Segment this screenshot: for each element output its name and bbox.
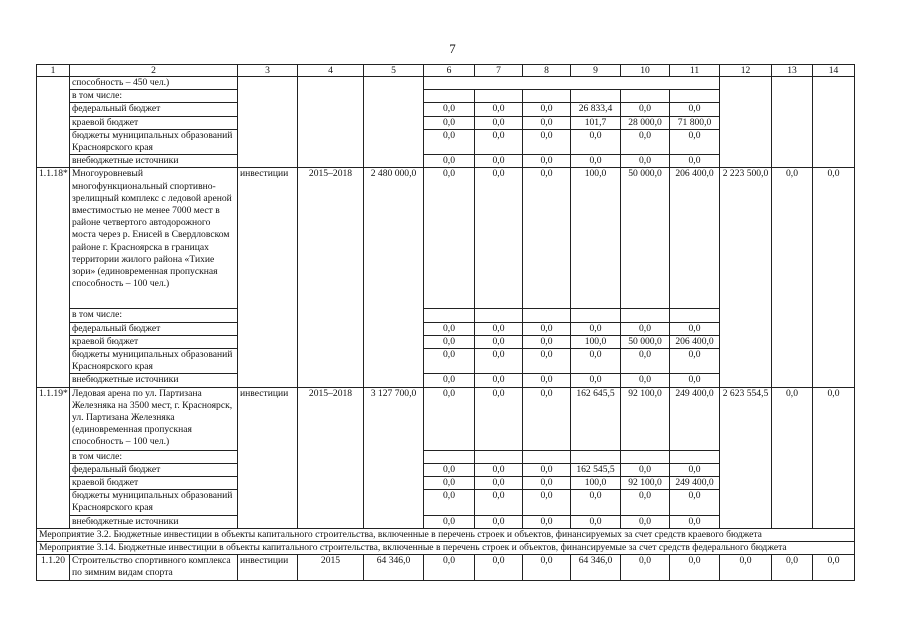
empty-cell bbox=[621, 450, 670, 463]
column-header: 1 bbox=[37, 65, 70, 77]
value-cell: 0,0 bbox=[475, 463, 523, 476]
value-cell: 0,0 bbox=[523, 116, 571, 129]
value-cell: 249 400,0 bbox=[670, 477, 720, 490]
item-period: 2015 bbox=[298, 555, 364, 580]
empty-cell bbox=[238, 77, 298, 90]
value-cell: 0,0 bbox=[523, 155, 571, 168]
value-cell: 0,0 bbox=[424, 103, 475, 116]
empty-cell bbox=[571, 77, 621, 90]
row-label: федеральный бюджет bbox=[70, 463, 238, 476]
empty-cell bbox=[298, 103, 364, 116]
empty-cell bbox=[238, 90, 298, 103]
empty-cell bbox=[424, 90, 475, 103]
empty-cell bbox=[523, 90, 571, 103]
value-cell: 0,0 bbox=[670, 374, 720, 387]
row-number-cell bbox=[37, 116, 70, 129]
value-cell: 0,0 bbox=[475, 490, 523, 515]
value-cell: 0,0 bbox=[475, 335, 523, 348]
empty-cell bbox=[813, 129, 855, 154]
table-row bbox=[37, 555, 855, 580]
value-cell: 0,0 bbox=[523, 490, 571, 515]
empty-cell bbox=[621, 90, 670, 103]
table-row bbox=[37, 155, 855, 168]
value-cell: 0,0 bbox=[670, 349, 720, 374]
empty-cell bbox=[424, 77, 475, 90]
row-label: бюджеты муниципальных образований Красноярского края bbox=[70, 349, 238, 374]
value-cell: 0,0 bbox=[424, 322, 475, 335]
empty-cell bbox=[298, 129, 364, 154]
empty-cell bbox=[424, 309, 475, 322]
value-cell: 0,0 bbox=[475, 349, 523, 374]
item-period: 2015–2018 bbox=[298, 387, 364, 528]
value-cell: 0,0 bbox=[571, 349, 621, 374]
value-cell: 0,0 bbox=[424, 387, 475, 450]
value-cell: 0,0 bbox=[621, 129, 670, 154]
measure-heading: Мероприятие 3.2. Бюджетные инвестиции в объекты капитального строительства, включенные в перечень строек и объектов, финансируемых за счет средств краевого бюджета bbox=[37, 528, 855, 541]
row-label: в том числе: bbox=[70, 450, 238, 463]
empty-cell bbox=[772, 116, 813, 129]
empty-cell bbox=[621, 309, 670, 322]
row-label: федеральный бюджет bbox=[70, 322, 238, 335]
value-cell: 0,0 bbox=[571, 490, 621, 515]
value-cell: 28 000,0 bbox=[621, 116, 670, 129]
empty-cell bbox=[772, 77, 813, 90]
value-cell: 0,0 bbox=[621, 349, 670, 374]
row-number-cell bbox=[37, 103, 70, 116]
value-cell: 0,0 bbox=[424, 335, 475, 348]
row-number-cell bbox=[37, 129, 70, 154]
table-row bbox=[37, 103, 855, 116]
value-cell: 0,0 bbox=[523, 515, 571, 528]
value-cell: 0,0 bbox=[621, 374, 670, 387]
column-header: 10 bbox=[621, 65, 670, 77]
value-cell: 0,0 bbox=[772, 555, 813, 580]
empty-cell bbox=[772, 90, 813, 103]
item-number: 1.1.18* bbox=[37, 168, 70, 387]
item-type: инвестиции bbox=[238, 555, 298, 580]
column-header: 5 bbox=[364, 65, 424, 77]
value-cell: 50 000,0 bbox=[621, 168, 670, 309]
empty-cell bbox=[475, 90, 523, 103]
column-header: 14 bbox=[813, 65, 855, 77]
value-cell: 206 400,0 bbox=[670, 168, 720, 309]
value-cell: 0,0 bbox=[424, 374, 475, 387]
value-cell: 26 833,4 bbox=[571, 103, 621, 116]
value-cell: 0,0 bbox=[621, 515, 670, 528]
value-cell: 0,0 bbox=[475, 387, 523, 450]
value-cell: 0,0 bbox=[813, 387, 855, 528]
value-cell: 0,0 bbox=[670, 515, 720, 528]
row-label: способность – 450 чел.) bbox=[70, 77, 238, 90]
empty-cell bbox=[571, 90, 621, 103]
table-row bbox=[37, 542, 855, 555]
budget-table bbox=[36, 64, 855, 581]
empty-cell bbox=[813, 103, 855, 116]
empty-cell bbox=[621, 77, 670, 90]
value-cell: 0,0 bbox=[670, 322, 720, 335]
value-cell: 0,0 bbox=[424, 515, 475, 528]
value-cell: 0,0 bbox=[475, 155, 523, 168]
empty-cell bbox=[238, 129, 298, 154]
value-cell: 0,0 bbox=[475, 555, 523, 580]
empty-cell bbox=[670, 77, 720, 90]
empty-cell bbox=[364, 90, 424, 103]
empty-cell bbox=[523, 77, 571, 90]
value-cell: 0,0 bbox=[813, 555, 855, 580]
value-cell: 0,0 bbox=[523, 477, 571, 490]
measure-heading: Мероприятие 3.14. Бюджетные инвестиции в объекты капитального строительства, включенные в перечень строек и объектов, финансируемые за счет средств федерального бюджета bbox=[37, 542, 855, 555]
value-cell: 0,0 bbox=[523, 103, 571, 116]
item-name: Строительство спортивного комплекса по зимним видам спорта bbox=[70, 555, 238, 580]
column-header: 2 bbox=[70, 65, 238, 77]
value-cell: 0,0 bbox=[475, 103, 523, 116]
item-number: 1.1.20 bbox=[37, 555, 70, 580]
value-cell: 92 100,0 bbox=[621, 387, 670, 450]
value-cell: 0,0 bbox=[424, 155, 475, 168]
table-row bbox=[37, 387, 855, 450]
value-cell: 0,0 bbox=[523, 335, 571, 348]
item-type: инвестиции bbox=[238, 387, 298, 528]
row-number-cell bbox=[37, 77, 70, 90]
value-cell: 0,0 bbox=[475, 129, 523, 154]
empty-cell bbox=[720, 103, 772, 116]
value-cell: 92 100,0 bbox=[621, 477, 670, 490]
value-cell: 0,0 bbox=[424, 477, 475, 490]
value-cell: 0,0 bbox=[475, 374, 523, 387]
value-cell: 206 400,0 bbox=[670, 335, 720, 348]
empty-cell bbox=[813, 116, 855, 129]
empty-cell bbox=[720, 77, 772, 90]
empty-cell bbox=[772, 103, 813, 116]
empty-cell bbox=[670, 450, 720, 463]
empty-cell bbox=[772, 155, 813, 168]
empty-cell bbox=[571, 309, 621, 322]
value-cell: 0,0 bbox=[621, 155, 670, 168]
value-cell: 0,0 bbox=[424, 463, 475, 476]
value-cell: 0,0 bbox=[720, 555, 772, 580]
empty-cell bbox=[720, 90, 772, 103]
value-cell: 0,0 bbox=[424, 116, 475, 129]
table-row bbox=[37, 90, 855, 103]
value-cell: 0,0 bbox=[475, 322, 523, 335]
value-cell: 100,0 bbox=[571, 335, 621, 348]
value-cell: 0,0 bbox=[621, 555, 670, 580]
row-label: в том числе: bbox=[70, 309, 238, 322]
empty-cell bbox=[298, 116, 364, 129]
value-cell: 0,0 bbox=[670, 129, 720, 154]
item-period: 2015–2018 bbox=[298, 168, 364, 387]
empty-cell bbox=[298, 77, 364, 90]
value-cell: 0,0 bbox=[571, 374, 621, 387]
value-cell: 0,0 bbox=[571, 155, 621, 168]
value-cell: 0,0 bbox=[670, 155, 720, 168]
value-cell: 0,0 bbox=[670, 490, 720, 515]
value-cell: 71 800,0 bbox=[670, 116, 720, 129]
value-cell: 162 645,5 bbox=[571, 387, 621, 450]
value-cell: 0,0 bbox=[772, 168, 813, 387]
value-cell: 0,0 bbox=[571, 322, 621, 335]
value-cell: 0,0 bbox=[523, 129, 571, 154]
value-cell: 0,0 bbox=[424, 168, 475, 309]
item-type: инвестиции bbox=[238, 168, 298, 387]
value-cell: 0,0 bbox=[475, 168, 523, 309]
item-name: Многоуровневый многофункциональный спортивно-зрелищный комплекс с ледовой ареной вместимостью не менее 7000 мест в районе четвертого автодорожного моста через р. Енисей в Свердловском районе г. Красноярска в границах территории жилого района «Тихие зори» (единовременная пропускная способность – 100 чел.) bbox=[70, 168, 238, 309]
value-cell: 0,0 bbox=[670, 555, 720, 580]
empty-cell bbox=[571, 450, 621, 463]
value-cell: 0,0 bbox=[475, 477, 523, 490]
value-cell: 0,0 bbox=[523, 349, 571, 374]
table-row bbox=[37, 116, 855, 129]
item-number: 1.1.19* bbox=[37, 387, 70, 528]
value-cell: 0,0 bbox=[621, 103, 670, 116]
empty-cell bbox=[813, 77, 855, 90]
empty-cell bbox=[238, 103, 298, 116]
empty-cell bbox=[475, 309, 523, 322]
empty-cell bbox=[364, 129, 424, 154]
value-cell: 0,0 bbox=[621, 490, 670, 515]
column-header: 9 bbox=[571, 65, 621, 77]
value-cell: 162 545,5 bbox=[571, 463, 621, 476]
empty-cell bbox=[238, 155, 298, 168]
empty-cell bbox=[813, 155, 855, 168]
value-cell: 0,0 bbox=[772, 387, 813, 528]
table-row bbox=[37, 528, 855, 541]
row-label: краевой бюджет bbox=[70, 116, 238, 129]
column-header: 7 bbox=[475, 65, 523, 77]
column-header: 13 bbox=[772, 65, 813, 77]
value-cell: 0,0 bbox=[621, 322, 670, 335]
value-cell: 101,7 bbox=[571, 116, 621, 129]
item-name: Ледовая арена по ул. Партизана Железняка на 3500 мест, г. Красноярск, ул. Партизана Железняка (единовременная пропускная способность – 100 чел.) bbox=[70, 387, 238, 450]
empty-cell bbox=[720, 116, 772, 129]
value-cell: 64 346,0 bbox=[571, 555, 621, 580]
value-cell: 0,0 bbox=[523, 322, 571, 335]
column-header: 6 bbox=[424, 65, 475, 77]
value-cell: 50 000,0 bbox=[621, 335, 670, 348]
row-number-cell bbox=[37, 155, 70, 168]
table-row bbox=[37, 129, 855, 154]
value-cell: 0,0 bbox=[424, 129, 475, 154]
empty-cell bbox=[720, 129, 772, 154]
value-cell: 0,0 bbox=[424, 555, 475, 580]
row-label: краевой бюджет bbox=[70, 335, 238, 348]
column-header: 4 bbox=[298, 65, 364, 77]
row-label: бюджеты муниципальных образований Красноярского края bbox=[70, 129, 238, 154]
value-cell: 0,0 bbox=[621, 463, 670, 476]
row-label: федеральный бюджет bbox=[70, 103, 238, 116]
empty-cell bbox=[475, 77, 523, 90]
value-cell: 0,0 bbox=[670, 463, 720, 476]
table-row bbox=[37, 77, 855, 90]
header-row bbox=[37, 65, 855, 77]
row-label: внебюджетные источники bbox=[70, 155, 238, 168]
value-cell: 0,0 bbox=[813, 168, 855, 387]
value-cell: 0,0 bbox=[475, 116, 523, 129]
value-cell: 0,0 bbox=[475, 515, 523, 528]
value-cell: 100,0 bbox=[571, 168, 621, 309]
item-total: 2 480 000,0 bbox=[364, 168, 424, 387]
row-number-cell bbox=[37, 90, 70, 103]
value-cell: 0,0 bbox=[523, 387, 571, 450]
value-cell: 0,0 bbox=[571, 515, 621, 528]
value-cell: 2 223 500,0 bbox=[720, 168, 772, 387]
empty-cell bbox=[523, 309, 571, 322]
empty-cell bbox=[772, 129, 813, 154]
row-label: внебюджетные источники bbox=[70, 374, 238, 387]
empty-cell bbox=[298, 155, 364, 168]
row-label: в том числе: bbox=[70, 90, 238, 103]
page-number: 7 bbox=[449, 41, 456, 56]
empty-cell bbox=[364, 103, 424, 116]
value-cell: 0,0 bbox=[424, 490, 475, 515]
item-total: 3 127 700,0 bbox=[364, 387, 424, 528]
column-header: 12 bbox=[720, 65, 772, 77]
empty-cell bbox=[364, 116, 424, 129]
empty-cell bbox=[298, 90, 364, 103]
column-header: 11 bbox=[670, 65, 720, 77]
value-cell: 0,0 bbox=[523, 463, 571, 476]
row-label: внебюджетные источники bbox=[70, 515, 238, 528]
value-cell: 2 623 554,5 bbox=[720, 387, 772, 528]
empty-cell bbox=[238, 116, 298, 129]
empty-cell bbox=[523, 450, 571, 463]
column-header: 3 bbox=[238, 65, 298, 77]
column-header: 8 bbox=[523, 65, 571, 77]
value-cell: 0,0 bbox=[523, 168, 571, 309]
table-row bbox=[37, 168, 855, 309]
empty-cell bbox=[813, 90, 855, 103]
row-label: краевой бюджет bbox=[70, 477, 238, 490]
value-cell: 0,0 bbox=[571, 129, 621, 154]
value-cell: 249 400,0 bbox=[670, 387, 720, 450]
value-cell: 0,0 bbox=[523, 555, 571, 580]
empty-cell bbox=[720, 155, 772, 168]
empty-cell bbox=[670, 309, 720, 322]
value-cell: 0,0 bbox=[670, 103, 720, 116]
empty-cell bbox=[364, 77, 424, 90]
empty-cell bbox=[364, 155, 424, 168]
empty-cell bbox=[424, 450, 475, 463]
value-cell: 0,0 bbox=[523, 374, 571, 387]
value-cell: 0,0 bbox=[424, 349, 475, 374]
item-total: 64 346,0 bbox=[364, 555, 424, 580]
value-cell: 100,0 bbox=[571, 477, 621, 490]
empty-cell bbox=[475, 450, 523, 463]
row-label: бюджеты муниципальных образований Красноярского края bbox=[70, 490, 238, 515]
empty-cell bbox=[670, 90, 720, 103]
